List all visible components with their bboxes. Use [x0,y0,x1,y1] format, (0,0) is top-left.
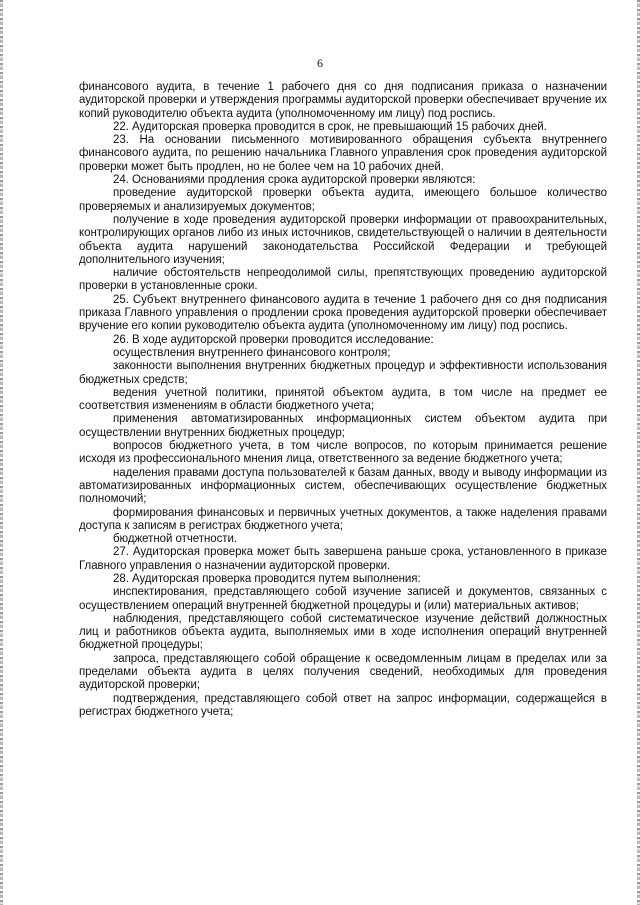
paragraph: запроса, представляющего собой обращение к осведомленным лицам в пределах или за пределами объекта аудита в целях получения сведений, необходимых для проведения аудиторской проверки; [79,652,607,692]
paragraph: формирования финансовых и первичных учетных документов, а также наделения правами доступа к записям в регистрах бюджетного учета; [79,506,607,532]
paragraph: 27. Аудиторская проверка может быть завершена раньше срока, установленного в приказе Главного управления о назначении аудиторской проверки. [79,546,607,572]
paragraph: 25. Субъект внутреннего финансового аудита в течение 1 рабочего дня со дня подписания приказа Главного управления о продлении срока проведения аудиторской проверки обеспечивает вручение его копии руководителю объекта аудита (уполномоченному им лицу) под роспись. [79,293,607,333]
paragraph: наблюдения, представляющего собой систематическое изучение действий должностных лиц и работников объекта аудита, выполняемых ими в ходе исполнения операций внутренней бюджетной процедуры; [79,612,607,652]
paragraph: бюджетной отчетности. [113,533,238,546]
paragraph: законности выполнения внутренних бюджетных процедур и эффективности использования бюджетных средств; [79,360,607,386]
paragraph: 22. Аудиторская проверка проводится в срок, не превышающий 15 рабочих дней. [113,120,547,133]
paragraph: инспектирования, представляющего собой изучение записей и документов, связанных с осуществлением операций внутренней бюджетной процедуры и (или) материальных активов; [79,586,607,612]
page-number: 6 [317,56,323,70]
paragraph: вопросов бюджетного учета, в том числе вопросов, по которым принимается решение исходя из профессионального мнения лица, ответственного за ведение бюджетного учета; [79,440,607,466]
paragraph: наделения правами доступа пользователей к базам данных, вводу и выводу информации из автоматизированных информационных систем, обеспечивающих осуществление бюджетных полномочий; [79,466,607,506]
paragraph: 26. В ходе аудиторской проверки проводится исследование: [113,333,434,346]
paragraph: осуществления внутреннего финансового контроля; [113,346,391,359]
paragraph: применения автоматизированных информационных систем объектом аудита при осуществлении внутренних бюджетных процедур; [79,413,607,439]
document-body [79,81,607,719]
paragraph: 23. На основании письменного мотивированного обращения субъекта внутреннего финансового аудита, по решению начальника Главного управления срок проведения аудиторской проверки может быть продлен, но не более чем на 10 рабочих дней. [79,134,607,173]
paragraph: наличие обстоятельств непреодолимой силы, препятствующих проведению аудиторской проверки в установленные сроки. [79,267,607,293]
paragraph: финансового аудита, в течение 1 рабочего дня со дня подписания приказа о назначении аудиторской проверки и утверждения программы аудиторской проверки обеспечивает вручение их копий руководителю объекта аудита (уполномоченному им лицу) под роспись. [79,81,607,120]
paragraph: 24. Основаниями продления срока аудиторской проверки являются: [113,174,476,187]
paragraph: получение в ходе проведения аудиторской проверки информации от правоохранительных, контролирующих органов либо из иных источников, свидетельствующей о наличии в деятельности объекта аудита нарушений законодательства Российской Федерации и требующей дополнительного изучения; [79,213,607,266]
page-edge-left [0,0,3,905]
paragraph: подтверждения, представляющего собой ответ на запрос информации, содержащейся в регистрах бюджетного учета; [79,692,607,718]
paragraph: 28. Аудиторская проверка проводится путем выполнения: [113,572,421,585]
paragraph: проведение аудиторской проверки объекта аудита, имеющего большое количество проверяемых и анализируемых документов; [79,187,607,213]
paragraph: ведения учетной политики, принятой объектом аудита, в том числе на предмет ее соответствия изменениям в области бюджетного учета; [79,386,607,413]
